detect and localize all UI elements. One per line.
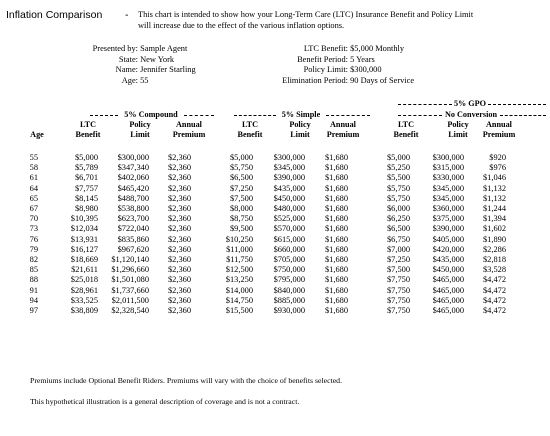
table-cell: $7,500: [229, 193, 253, 203]
table-cell: $465,000: [432, 295, 464, 305]
table-cell: $405,000: [432, 234, 464, 244]
table-cell: $2,360: [167, 153, 191, 162]
table-cell: $5,750: [229, 163, 253, 173]
table-cell: $1,680: [324, 153, 348, 162]
table-cell: $420,000: [432, 244, 464, 254]
table-cell: $750,000: [273, 265, 305, 275]
table-cell: $38,809: [70, 306, 98, 316]
table-cell: $2,360: [167, 255, 191, 265]
table-cell: $10,250: [225, 234, 253, 244]
table-cell: $375,000: [432, 214, 464, 224]
table-cell: $360,000: [432, 204, 464, 214]
table-cell: $2,360: [167, 173, 191, 183]
table-cell: $2,360: [167, 285, 191, 295]
table-cell: $435,000: [273, 183, 305, 193]
group-rule: [488, 104, 546, 105]
table-cell: $1,120,140: [111, 255, 149, 265]
table-cell: $1,046: [482, 173, 506, 183]
table-cell: $18,669: [70, 255, 98, 265]
table-cell: $5,000: [229, 153, 253, 162]
group-header-simple: 5% Simple: [281, 110, 321, 119]
table-cell: $390,000: [432, 224, 464, 234]
table-cell: $13,250: [225, 275, 253, 285]
age-cell: 55: [29, 153, 38, 162]
column-header-ltc-benefit: LTC Benefit: [393, 120, 419, 139]
table-row: [22, 173, 506, 183]
table-cell: $615,000: [273, 234, 305, 244]
column-header-policy-limit: Policy Limit: [289, 120, 311, 139]
table-row: [22, 286, 506, 296]
table-cell: $5,000: [386, 153, 410, 162]
table-cell: $570,000: [273, 224, 305, 234]
info-row: [230, 65, 414, 76]
table-row: [22, 296, 506, 306]
table-cell: $14,000: [225, 285, 253, 295]
table-cell: $2,360: [167, 224, 191, 234]
age-cell: 65: [29, 193, 38, 203]
table-cell: $390,000: [273, 173, 305, 183]
table-cell: $660,000: [273, 244, 305, 254]
table-cell: $1,680: [324, 204, 348, 214]
table-cell: $2,360: [167, 214, 191, 224]
table-cell: $1,244: [482, 204, 506, 214]
group-rule: [326, 115, 370, 116]
table-cell: $3,528: [482, 265, 506, 275]
table-cell: $4,472: [482, 306, 506, 316]
table-cell: $345,000: [432, 193, 464, 203]
table-cell: $920: [489, 153, 506, 162]
table-cell: $11,750: [226, 255, 253, 265]
info-value: Sample Agent: [140, 44, 188, 53]
table-row: [22, 245, 506, 255]
table-cell: $7,750: [386, 295, 410, 305]
table-cell: $12,500: [225, 265, 253, 275]
table-cell: $840,000: [273, 285, 305, 295]
table-cell: $1,132: [482, 183, 506, 193]
table-row: [22, 235, 506, 245]
table-cell: $9,500: [229, 224, 253, 234]
table-cell: $315,000: [432, 163, 464, 173]
table-cell: $12,034: [70, 224, 98, 234]
age-cell: 85: [29, 265, 38, 275]
table-row: [22, 306, 506, 316]
info-row: [230, 55, 414, 66]
table-cell: $1,132: [482, 193, 506, 203]
footer-note-disclaimer: This hypothetical illustration is a general description of coverage and is not a contract.: [30, 397, 300, 406]
table-cell: $14,750: [225, 295, 253, 305]
table-cell: $345,000: [432, 183, 464, 193]
table-cell: $8,145: [74, 193, 98, 203]
table-cell: $967,620: [117, 244, 149, 254]
info-row: [230, 44, 414, 55]
table-cell: $2,011,500: [111, 295, 149, 305]
table-cell: $1,602: [482, 224, 506, 234]
table-cell: $5,000: [74, 153, 98, 162]
table-row: [22, 275, 506, 285]
info-label: State:: [118, 54, 138, 64]
table-cell: $885,000: [273, 295, 305, 305]
table-cell: $835,860: [117, 234, 149, 244]
column-header-annual-premium: Annual Premium: [482, 120, 516, 139]
table-row: [22, 194, 506, 204]
table-cell: $7,757: [74, 183, 98, 193]
table-cell: $1,680: [324, 224, 348, 234]
info-row: [60, 76, 196, 87]
info-label: Elimination Period:: [282, 75, 348, 85]
table-row: [22, 265, 506, 275]
table-cell: $488,700: [117, 193, 149, 203]
table-cell: $1,680: [324, 244, 348, 254]
table-cell: $6,500: [386, 224, 410, 234]
title-separator: -: [125, 9, 129, 21]
info-row: [60, 44, 196, 55]
table-cell: $2,360: [167, 295, 191, 305]
table-cell: $1,680: [324, 285, 348, 295]
info-row: [60, 55, 196, 66]
table-cell: $1,680: [324, 255, 348, 265]
table-cell: $1,680: [324, 214, 348, 224]
table-cell: $330,000: [432, 173, 464, 183]
table-cell: $2,360: [167, 183, 191, 193]
table-cell: $6,750: [386, 234, 410, 244]
table-cell: $1,680: [324, 275, 348, 285]
table-cell: $8,000: [229, 204, 253, 214]
table-cell: $1,680: [324, 183, 348, 193]
table-cell: $1,680: [324, 265, 348, 275]
table-cell: $450,000: [432, 265, 464, 275]
description-line-1: This chart is intended to show how your Long-Term Care (LTC) Insurance Benefit and Policy Limit: [138, 10, 474, 19]
table-cell: $2,360: [167, 163, 191, 173]
column-header-annual-premium: Annual Premium: [172, 120, 206, 139]
group-rule: [90, 115, 118, 116]
table-cell: $1,296,660: [111, 265, 149, 275]
table-row: [22, 184, 506, 194]
table-cell: $7,250: [229, 183, 253, 193]
table-cell: $976: [489, 163, 506, 173]
table-cell: $1,501,080: [111, 275, 149, 285]
table-cell: $7,500: [386, 265, 410, 275]
table-cell: $465,000: [432, 285, 464, 295]
table-cell: $2,360: [167, 275, 191, 285]
table-cell: $300,000: [432, 153, 464, 162]
table-cell: $1,890: [482, 234, 506, 244]
age-cell: 58: [29, 163, 38, 173]
table-cell: $1,737,660: [111, 285, 149, 295]
table-cell: $465,000: [432, 275, 464, 285]
age-cell: 79: [29, 244, 38, 254]
group-rule: [234, 115, 276, 116]
table-cell: $345,000: [273, 163, 305, 173]
table-cell: $5,789: [74, 163, 98, 173]
table-cell: $722,040: [117, 224, 149, 234]
age-cell: 70: [29, 214, 38, 224]
group-header-no-conversion: No Conversion: [444, 110, 498, 119]
info-label: Presented by:: [92, 44, 138, 53]
table-cell: $1,680: [324, 163, 348, 173]
table-cell: $435,000: [432, 255, 464, 265]
table-cell: $2,360: [167, 306, 191, 316]
table-cell: $8,980: [74, 204, 98, 214]
info-row: [60, 65, 196, 76]
info-label: Age:: [121, 75, 138, 85]
age-cell: 61: [29, 173, 38, 183]
age-cell: 94: [29, 295, 38, 305]
table-cell: $450,000: [273, 193, 305, 203]
table-cell: $5,250: [386, 163, 410, 173]
table-row: [22, 163, 506, 173]
table-cell: $25,018: [70, 275, 98, 285]
info-value: Jennifer Starling: [140, 65, 196, 74]
table-row: [22, 204, 506, 214]
table-cell: $10,395: [70, 214, 98, 224]
table-cell: $2,360: [167, 234, 191, 244]
table-cell: $480,000: [273, 204, 305, 214]
table-cell: $7,250: [386, 255, 410, 265]
info-value: 55: [140, 75, 149, 85]
age-cell: 67: [29, 204, 38, 214]
info-label: Benefit Period:: [297, 54, 348, 64]
table-cell: $5,750: [386, 193, 410, 203]
table-cell: $2,360: [167, 265, 191, 275]
table-cell: $6,500: [229, 173, 253, 183]
table-cell: $5,750: [386, 183, 410, 193]
client-info: [60, 44, 196, 86]
table-cell: $4,472: [482, 275, 506, 285]
table-cell: $1,394: [482, 214, 506, 224]
table-cell: $7,000: [386, 244, 410, 254]
info-label: Name:: [115, 65, 138, 74]
policy-info: [230, 44, 414, 86]
info-value: 5 Years: [350, 54, 375, 64]
column-header-annual-premium: Annual Premium: [326, 120, 360, 139]
table-cell: $525,000: [273, 214, 305, 224]
group-rule: [500, 115, 546, 116]
info-label: Policy Limit:: [303, 65, 348, 74]
group-header-compound: 5% Compound: [124, 110, 178, 119]
table-cell: $6,250: [386, 214, 410, 224]
age-cell: 64: [29, 183, 38, 193]
table-cell: $795,000: [273, 275, 305, 285]
column-header-policy-limit: Policy Limit: [129, 120, 151, 139]
table-cell: $2,360: [167, 204, 191, 214]
table-row: [22, 214, 506, 224]
table-cell: $6,000: [386, 204, 410, 214]
group-rule: [398, 104, 452, 105]
table-cell: $300,000: [273, 153, 305, 162]
table-cell: $2,286: [482, 244, 506, 254]
table-cell: $1,680: [324, 306, 348, 316]
table-cell: $4,472: [482, 285, 506, 295]
table-cell: $347,340: [117, 163, 149, 173]
table-cell: $2,360: [167, 193, 191, 203]
table-row: [22, 255, 506, 265]
age-cell: 97: [29, 306, 38, 316]
info-row: [230, 76, 414, 87]
table-cell: $705,000: [273, 255, 305, 265]
table-cell: $5,500: [386, 173, 410, 183]
inflation-table: [22, 153, 506, 316]
column-header-policy-limit: Policy Limit: [447, 120, 469, 139]
table-cell: $33,525: [70, 295, 98, 305]
table-cell: $623,700: [117, 214, 149, 224]
table-cell: $465,000: [432, 306, 464, 316]
table-cell: $1,680: [324, 234, 348, 244]
info-value: 90 Days of Service: [350, 75, 415, 85]
table-cell: $930,000: [273, 306, 305, 316]
group-header-gpo: 5% GPO: [453, 99, 487, 108]
page-title: Inflation Comparison: [6, 9, 103, 21]
table-cell: $538,800: [117, 204, 149, 214]
column-header-ltc-benefit: LTC Benefit: [75, 120, 101, 139]
table-cell: $7,750: [386, 306, 410, 316]
group-rule: [184, 115, 214, 116]
table-row: [22, 224, 506, 234]
table-cell: $402,060: [117, 173, 149, 183]
table-cell: $21,611: [71, 265, 98, 275]
footer-note-premiums: Premiums include Optional Benefit Riders. Premiums will vary with the choice of benefits selected.: [30, 376, 343, 385]
age-cell: 91: [29, 285, 38, 295]
table-cell: $2,328,540: [111, 306, 149, 316]
age-cell: 76: [29, 234, 38, 244]
table-cell: $2,360: [167, 244, 191, 254]
table-cell: $28,961: [70, 285, 98, 295]
column-header-age: Age: [30, 130, 44, 139]
table-cell: $465,420: [117, 183, 149, 193]
info-label: LTC Benefit:: [303, 44, 348, 53]
table-cell: $8,750: [229, 214, 253, 224]
info-value: $300,000: [350, 65, 382, 74]
table-cell: $300,000: [117, 153, 149, 162]
info-value: New York: [140, 54, 175, 64]
table-cell: $1,680: [324, 173, 348, 183]
table-cell: $15,500: [225, 306, 253, 316]
age-cell: 73: [29, 224, 38, 234]
table-cell: $7,750: [386, 285, 410, 295]
table-cell: $7,750: [386, 275, 410, 285]
table-cell: $11,000: [226, 244, 253, 254]
table-cell: $4,472: [482, 295, 506, 305]
group-rule: [398, 115, 442, 116]
table-cell: $1,680: [324, 193, 348, 203]
column-header-ltc-benefit: LTC Benefit: [237, 120, 263, 139]
description-line-2: will increase due to the effect of the various inflation options.: [138, 21, 345, 30]
table-cell: $2,818: [482, 255, 506, 265]
table-cell: $1,680: [324, 295, 348, 305]
table-row: [22, 153, 506, 163]
table-cell: $6,701: [74, 173, 98, 183]
table-cell: $16,127: [70, 244, 98, 254]
age-cell: 82: [29, 255, 38, 265]
age-cell: 88: [29, 275, 38, 285]
table-cell: $13,931: [70, 234, 98, 244]
info-value: $5,000 Monthly: [350, 44, 405, 53]
